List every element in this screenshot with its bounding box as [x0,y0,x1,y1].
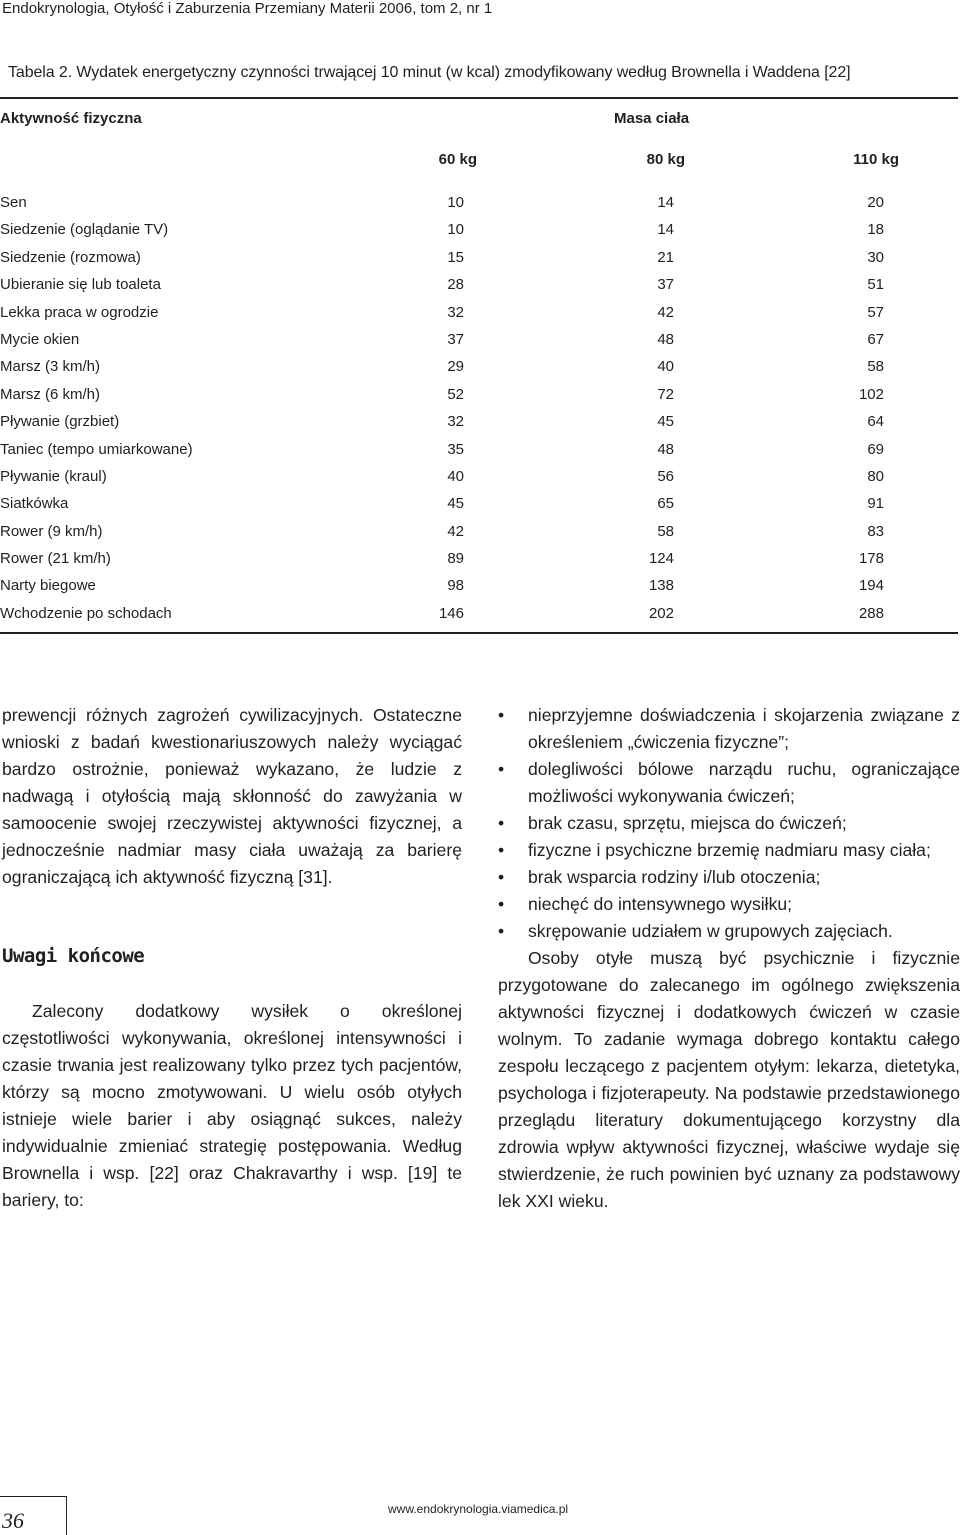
value-80kg-cell: 45 [657,413,674,431]
footer-rule [0,1496,66,1497]
activity-cell: Mycie okien [0,330,80,348]
column-header-mass: Masa ciała [614,110,690,127]
table-bottom-rule [0,632,958,634]
value-110kg-cell: 288 [858,604,884,622]
activity-cell: Pływanie (grzbiet) [0,413,120,431]
value-60kg-cell: 28 [447,276,464,294]
value-110kg-cell: 20 [867,194,884,211]
list-item-text: niechęć do intensywnego wysiłku; [528,894,793,914]
activity-cell: Rower (9 km/h) [0,522,103,540]
value-60kg-cell: 40 [447,467,464,485]
footer-url: www.endokrynologia.viamedica.pl [388,1502,569,1516]
table-row [0,490,958,517]
list-item-text: fizyczne i psychiczne brzemię nadmiaru masy ciała; [528,840,931,860]
list-item [498,891,960,918]
list-item [498,837,960,864]
table-row [0,353,958,380]
value-110kg-cell: 51 [867,276,884,294]
list-item [498,810,960,837]
value-110kg-cell: 64 [867,413,884,431]
activity-cell: Pływanie (kraul) [0,467,107,485]
table-caption: Tabela 2. Wydatek energetyczny czynności trwającej 10 minut (w kcal) zmodyfikowany według Brownella i Waddena [22] [8,64,851,81]
value-80kg-cell: 65 [657,495,674,513]
value-110kg-cell: 69 [867,440,884,458]
bullet-icon: • [498,894,505,914]
activity-cell: Lekka praca w ogrodzie [0,303,159,321]
table-row [0,216,958,243]
table-row [0,299,958,326]
value-60kg-cell: 10 [447,194,464,211]
value-80kg-cell: 14 [657,194,674,211]
list-item-text: skrępowanie udziałem w grupowych zajęciach. [528,921,893,941]
value-80kg-cell: 124 [648,550,674,568]
bullet-icon: • [498,921,505,941]
value-110kg-cell: 102 [858,385,884,403]
activity-cell: Marsz (6 km/h) [0,385,101,403]
value-80kg-cell: 58 [657,522,674,540]
value-80kg-cell: 42 [657,303,674,321]
value-110kg-cell: 80 [867,467,884,485]
value-80kg-cell: 138 [648,577,674,595]
value-60kg-cell: 10 [447,221,464,239]
table-row [0,244,958,271]
column-header-110kg: 110 kg [853,151,899,168]
table-row [0,545,958,572]
activity-cell: Wchodzenie po schodach [0,604,172,622]
bullet-icon: • [498,759,505,779]
list-item-text: nieprzyjemne doświadczenia i skojarzenia związane z określeniem „ćwiczenia fizyczne”; [528,705,960,752]
table-row [0,600,958,627]
list-item-text: dolegliwości bólowe narządu ruchu, ograniczające możliwości wykonywania ćwiczeń; [528,759,960,806]
table-row [0,572,958,599]
running-head: Endokrynologia, Otyłość i Zaburzenia Przemiany Materii 2006, tom 2, nr 1 [2,0,493,17]
value-60kg-cell: 37 [447,330,464,348]
footer-rule-vertical [66,1496,67,1535]
list-item [498,756,960,810]
bullet-icon: • [498,705,505,725]
activity-cell: Sen [0,194,27,211]
bullet-icon: • [498,813,505,833]
activity-cell: Siatkówka [0,495,69,513]
column-header-activity: Aktywność fizyczna [0,110,142,127]
value-60kg-cell: 52 [447,385,464,403]
column-header-60kg: 60 kg [438,151,477,168]
bullet-icon: • [498,840,505,860]
table-row [0,381,958,408]
barrier-list [498,702,960,945]
column-header-80kg: 80 kg [646,151,685,168]
list-item [498,918,960,945]
value-110kg-cell: 178 [858,550,884,568]
value-110kg-cell: 67 [867,330,884,348]
value-110kg-cell: 194 [858,577,884,595]
table-body [0,189,958,627]
value-60kg-cell: 98 [447,577,464,595]
table-top-rule [0,97,958,99]
right-text-column [498,702,960,1215]
paragraph-barriers: Zalecony dodatkowy wysiłek o określonej częstotliwości wykonywania, określonej intensywności i czasie trwania jest realizowany tylko przez tych pacjentów, którzy są mocno zmotywowani. U wielu osób otyłych istnieje wiele barier i aby osiągnąć sukces, należy indywidualnie zmieniać strategię postępowania. Według Brownella i wsp. [22] oraz Chakravarthy i wsp. [19] te bariery, to: [2,1001,462,1210]
section-heading: Uwagi końcowe [2,945,145,967]
table-row [0,463,958,490]
list-item [498,864,960,891]
value-80kg-cell: 21 [657,248,674,266]
value-80kg-cell: 56 [657,467,674,485]
list-item-text: brak czasu, sprzętu, miejsca do ćwiczeń; [528,813,847,833]
value-80kg-cell: 72 [657,385,674,403]
activity-cell: Narty biegowe [0,577,96,595]
list-item [498,702,960,756]
activity-cell: Ubieranie się lub toaleta [0,276,161,294]
value-60kg-cell: 32 [447,303,464,321]
table-row [0,518,958,545]
value-60kg-cell: 29 [447,358,464,376]
value-110kg-cell: 57 [867,303,884,321]
value-80kg-cell: 37 [657,276,674,294]
value-80kg-cell: 40 [657,358,674,376]
table-row [0,271,958,298]
activity-cell: Taniec (tempo umiarkowane) [0,440,193,458]
value-110kg-cell: 30 [867,248,884,266]
value-80kg-cell: 202 [648,604,674,622]
table-row [0,189,958,216]
page-number: 36 [2,1508,24,1533]
value-110kg-cell: 91 [867,495,884,513]
value-60kg-cell: 146 [438,604,464,622]
table-row [0,436,958,463]
value-80kg-cell: 48 [657,330,674,348]
value-110kg-cell: 83 [867,522,884,540]
value-60kg-cell: 35 [447,440,464,458]
value-60kg-cell: 45 [447,495,464,513]
value-60kg-cell: 32 [447,413,464,431]
paragraph-conclusions-intro: prewencji różnych zagrożeń cywilizacyjnych. Ostateczne wnioski z badań kwestionariuszowych należy wyciągać bardzo ostrożnie, ponieważ wykazano, że ludzie z nadwagą i otyłością mają skłonność do zawyżania w samoocenie swojej rzeczywistej aktywności fizycznej, a jednocześnie nadmiar masy ciała uważają za barierę ograniczającą ich aktywność fizyczną [31]. [2,705,462,887]
activity-cell: Rower (21 km/h) [0,550,111,568]
activity-cell: Marsz (3 km/h) [0,358,101,376]
activity-cell: Siedzenie (rozmowa) [0,248,141,266]
value-110kg-cell: 18 [867,221,884,239]
activity-cell: Siedzenie (oglądanie TV) [0,221,169,239]
list-item-text: brak wsparcia rodziny i/lub otoczenia; [528,867,821,887]
paragraph-final: Osoby otyłe muszą być psychicznie i fizycznie przygotowane do zalecanego im ogólnego zwiększenia aktywności fizycznej i dodatkowych ćwiczeń w czasie wolnym. To zadanie wymaga dobrego kontaktu całego zespołu leczącego z pacjentem otyłym: lekarza, dietetyka, psychologa i fizjoterapeuty. Na podstawie przedstawionego przeglądu literatury dokumentującego korzystny dla zdrowia wpływ aktywności fizycznej, właściwe wydaje się stwierdzenie, że ruch powinien być uznany za podstawowy lek XXI wieku. [498,948,960,1211]
value-110kg-cell: 58 [867,358,884,376]
table-row [0,326,958,353]
value-80kg-cell: 48 [657,440,674,458]
value-80kg-cell: 14 [657,221,674,239]
value-60kg-cell: 89 [447,550,464,568]
value-60kg-cell: 42 [447,522,464,540]
bullet-icon: • [498,867,505,887]
table-row [0,408,958,435]
left-text-column [2,702,462,1214]
value-60kg-cell: 15 [447,248,464,266]
